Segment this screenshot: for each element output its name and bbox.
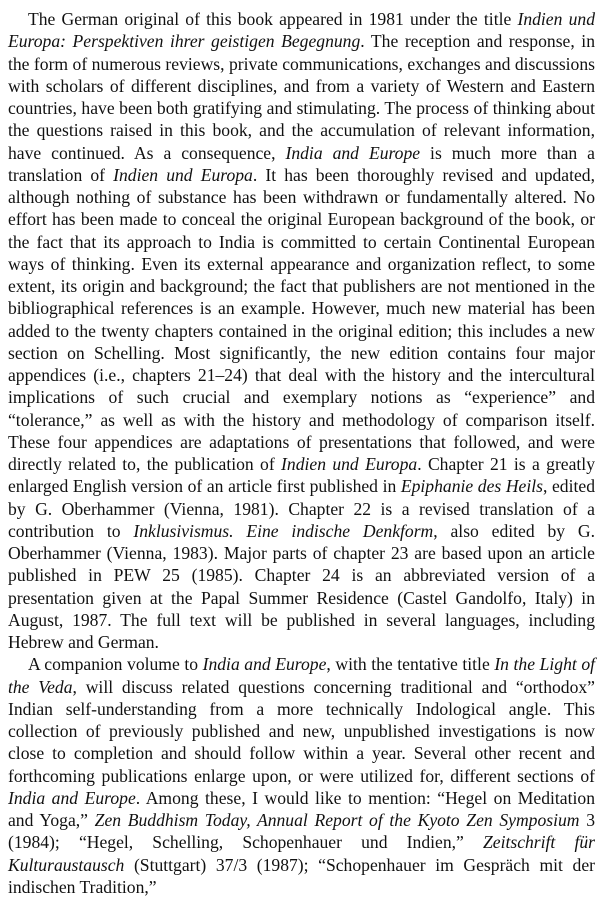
text-run: , with the tentative title <box>326 654 495 675</box>
text-run: (Stuttgart) 37/3 (1987); “Schopenhauer im Gespräch mit der indischen Tradition,” <box>8 854 595 897</box>
italic-title-run: Indien und Europa <box>113 164 253 185</box>
italic-title-run: Epiphanie des Heils <box>400 476 543 497</box>
italic-title-run: In the Light of the Veda <box>8 654 595 697</box>
text-run: , edited by G. Oberhammer (Vienna, 1981). Chapter 22 is a revised translation of a contribution to <box>8 476 595 541</box>
book-preface-page <box>8 8 595 898</box>
text-run: . Among these, I would like to mention: “Hegel on Meditation and Yoga,” <box>8 787 595 830</box>
text-run: The German original of this book appeared in 1981 under the title <box>28 9 518 29</box>
italic-title-run: Zeitschrift für Kulturaustausch <box>8 832 596 875</box>
text-run: , will discuss related questions concerning traditional and “orthodox” Indian self-understanding from a more technically Indological angle. This collection of previously published and new, unpublished investigations is now close to completion and should follow within a year. Several other recent and forthcoming publications enlarge upon, or were utilized for, different sections of <box>8 676 595 786</box>
text-run: , also edited by G. Oberhammer (Vienna, 1983). Major parts of chapter 23 are based upon an article published in PEW 25 (1985). Chapter 24 is an abbreviated version of a presentation given at the Papal Summer Residence (Castel Gandolfo, Italy) in August, 1987. The full text will be published in several languages, including Hebrew and German. <box>8 520 596 652</box>
text-run: A companion volume to <box>28 654 203 675</box>
italic-title-run: India and Europe <box>285 142 421 163</box>
italic-title-run: Zen Buddhism Today, Annual Report of the Kyoto Zen Symposium <box>94 810 580 830</box>
paragraph-german-original <box>8 8 595 653</box>
italic-title-run: Inklusivismus. Eine indische Denkform <box>133 520 434 541</box>
text-run: 3 (1984); “Hegel, Schelling, Schopenhauer und Indien,” <box>8 810 595 853</box>
italic-title-run: India and Europe <box>202 654 327 675</box>
text-run: . The reception and response, in the form of numerous reviews, private communications, exchanges and discussions with scholars of different disciplines, and from a variety of Western and Eastern countries, have been both gratifying and stimulating. The process of thinking about the questions raised in this book, and the accumulation of relevant information, have continued. As a consequence, <box>8 31 595 163</box>
text-run: is much more than a translation of <box>8 142 595 185</box>
italic-title-run: Indien und Europa <box>281 454 418 474</box>
text-run: . It has been thoroughly revised and updated, although nothing of substance has been withdrawn or fundamentally altered. No effort has been made to conceal the original European background of the book, or the fact that its approach to India is committed to certain Continental European ways of thinking. Even its external appearance and organization reflect, to some extent, its origin and background; the fact that publishers are not mentioned in the bibliographical references is an example. However, much new material has been added to the twenty chapters contained in the original edition; this includes a new section on Schelling. Most significantly, the new edition contains four major appendices (i.e., chapters 21–24) that deal with the history and the intercultural implications of such crucial and exemplary notions as “experience” and “tolerance,” as well as with the history and methodology of comparison itself. These four appendices are adaptations of presentations that followed, and were directly related to, the publication of <box>8 164 595 474</box>
italic-title-run: Indien und Europa: Perspektiven ihrer geistigen Begegnung <box>8 9 595 52</box>
text-run: . Chapter 21 is a greatly enlarged English version of an article first published in <box>8 454 595 497</box>
italic-title-run: India and Europe <box>8 787 136 808</box>
paragraph-companion-volume <box>8 653 595 898</box>
